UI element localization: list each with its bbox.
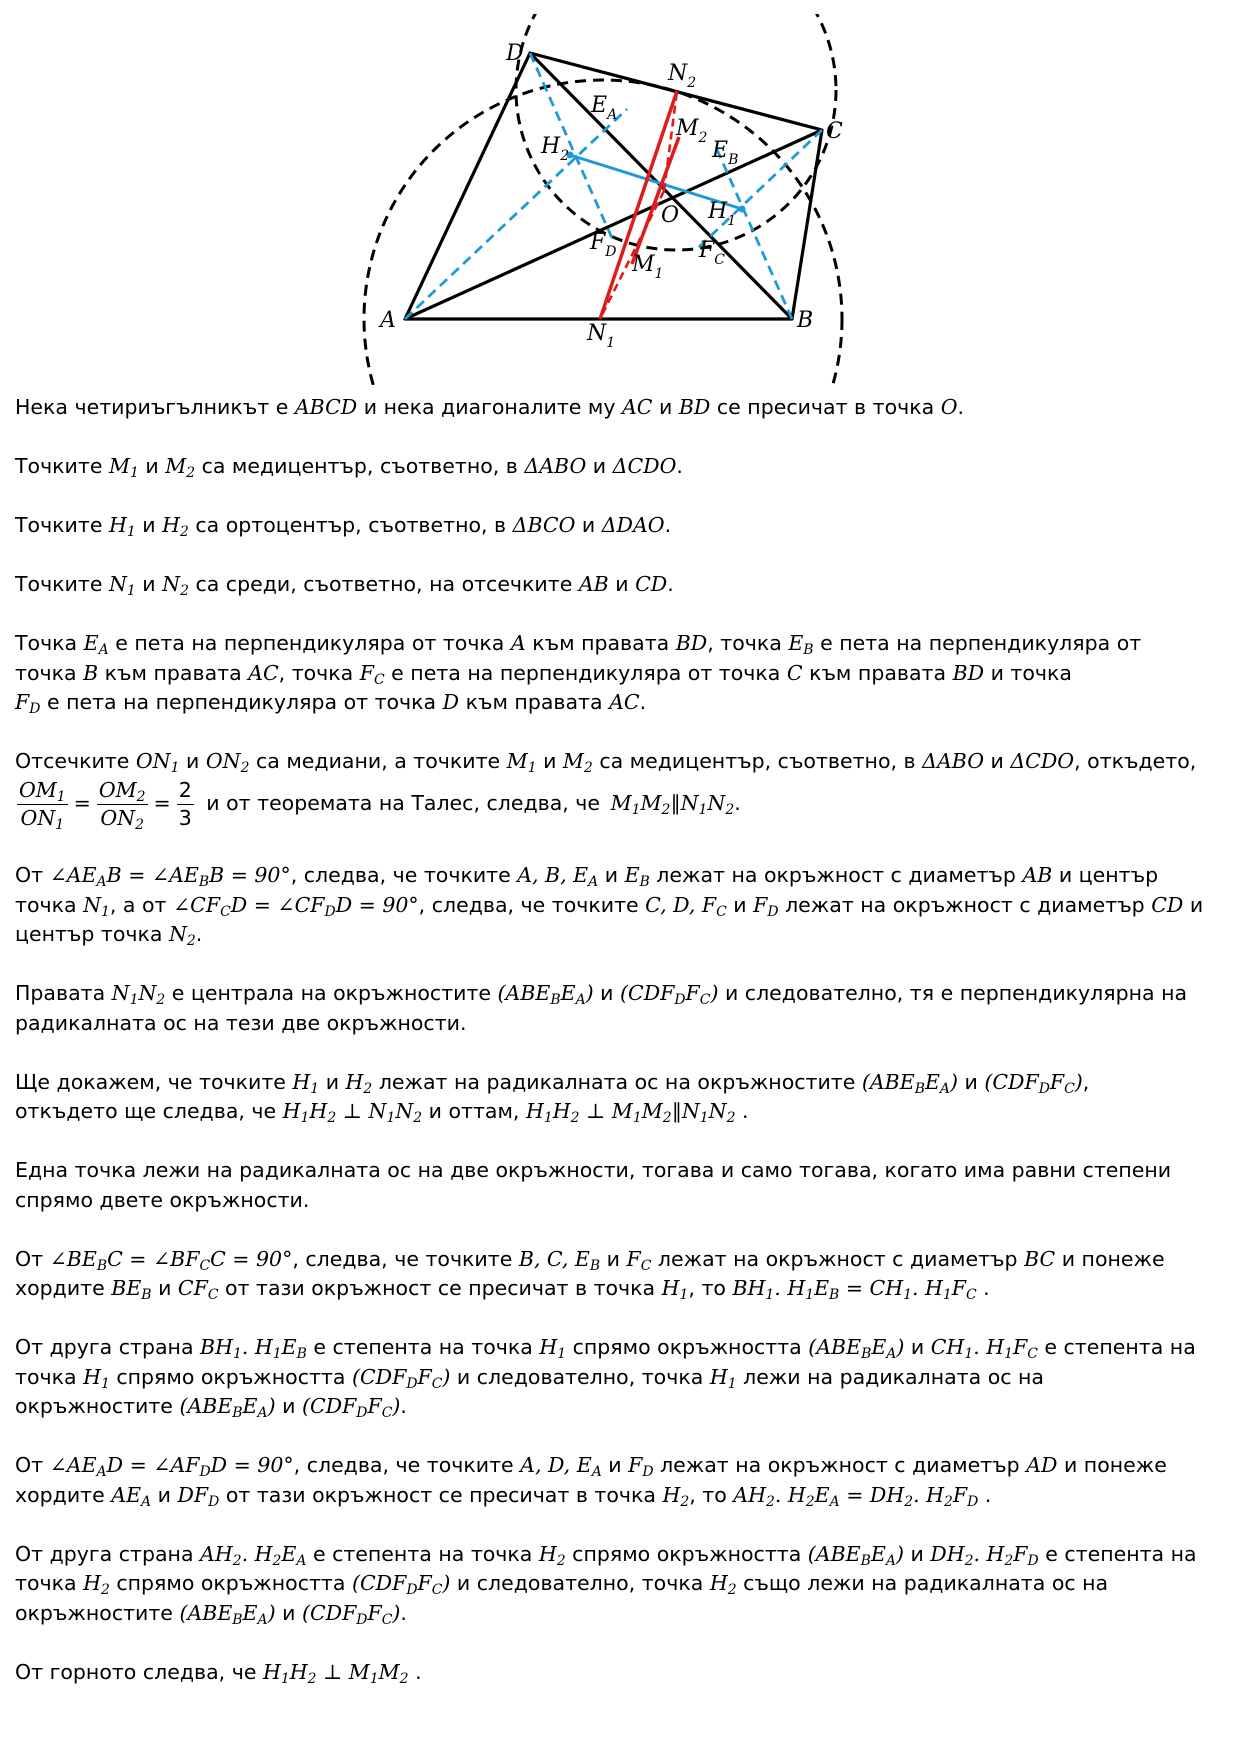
paragraph-1: Нека четириъгълникът е ABCD и нека диагоналите му AC и BD се пресичат в точка O.: [15, 395, 965, 419]
label-a: A: [380, 308, 396, 333]
point-h1-dot: [739, 206, 746, 213]
paragraph-14: От друга страна $AH_2$. $H_2E_A$ е степента на точка $H_2$ спрямо окръжността $(ABE_BE_A)$ и $DH_2$. $H_2F_D$ е степента на точка $H_2$ спрямо окръжността $(CDF_DF_C)$ и следователно, точка $H_2$ също лежи на радикалната ос на окръжностите $(ABE_BE_A)$ и $(CDF_DF_C)$.: [15, 1541, 1197, 1628]
label-m2: $M_2$: [676, 116, 708, 146]
label-h1: $H_1$: [708, 199, 737, 229]
fraction-om2-on2: $\frac{OM_2}{ON_2}$: [98, 777, 146, 833]
label-o: O: [661, 203, 680, 228]
label-b: B: [797, 308, 814, 333]
label-ea: $E_A$: [591, 93, 618, 123]
altitude-a-ea: [405, 109, 627, 319]
paragraph-2: Точките $M_1$ и $M_2$ са медицентър, съответно, в ΔABO и ΔCDO.: [15, 454, 683, 482]
paragraph-10: Една точка лежи на радикалната ос на две окръжности, тогава и само тогава, когато има равни степени спрямо двете окръжности.: [15, 1158, 1172, 1212]
paragraph-6: Отсечките $ON_1$ и $ON_2$ са медиани, а точките $M_1$ и $M_2$ са медицентър, съответно, в ΔABO и ΔCDO, откъдето, $\frac{OM_1}{ON_1}$ = $\frac{OM_2}{ON_2}$ = $\frac{2}{3}$ и от теоремата на Талес, следва, че $M_1M_2\parallel N_1N_2$.: [15, 749, 1197, 833]
fraction-om1-on1: $\frac{OM_1}{ON_1}$: [19, 777, 66, 833]
proof-text: [15, 393, 1225, 1717]
label-fc: $F_C$: [699, 238, 725, 268]
label-c: C: [826, 119, 843, 144]
paragraph-15: От горното следва, че $H_1H_2$ ⊥ $M_1M_2$ .: [15, 1659, 422, 1687]
label-n1: $N_1$: [587, 321, 616, 351]
label-h2: $H_2$: [541, 134, 570, 164]
label-n2: $N_2$: [668, 61, 697, 91]
label-m1: $M_1$: [632, 252, 664, 282]
paragraph-7: От $\angle AE_AB$ = $\angle AE_BB = 90^\circ$, следва, че точките A, B, $E_A$ и $E_B$ лежат на окръжност с диаметър AB и център точка $N_1$, а от $\angle CF_CD$ = $\angle CF_DD = 90^\circ$, следва, че точките C, D, $F_C$ и $F_D$ лежат на окръжност с диаметър CD и център точка $N_2$.: [15, 863, 1204, 950]
ratio-equation: $\frac{OM_1}{ON_1}$ = $\frac{OM_2}{ON_2}$ = $\frac{2}{3}$ и от теоремата на Талес, следва, че $M_1M_2\parallel N_1N_2$.: [19, 777, 741, 833]
paragraph-4: Точките $N_1$ и $N_2$ са среди, съответно, на отсечките AB и CD.: [15, 572, 674, 600]
label-fd: $F_D$: [590, 230, 617, 260]
paragraph-9: Ще докажем, че точките $H_1$ и $H_2$ лежат на радикалната ос на окръжностите $(ABE_BE_A)$ и $(CDF_DF_C)$, откъдето ще следва, че $H_1H_2$ ⊥ $N_1N_2$ и оттам, $H_1H_2$ ⊥ $M_1M_2\parallel N_1N_2$ .: [15, 1069, 1090, 1127]
label-d: D: [506, 41, 524, 66]
paragraph-13: От $\angle AE_AD$ = $\angle AF_DD = 90^\circ$, следва, че точките A, D, $E_A$ и $F_D$ лежат на окръжност с диаметър AD и понеже хордите $AE_A$ и $DF_D$ от тази окръжност се пресичат в точка $H_2$, то $AH_2$. $H_2E_A = DH_2$. $H_2F_D$ .: [15, 1453, 1167, 1510]
paragraph-5: Точка $E_A$ е пета на перпендикуляра от точка A към правата BD, точка $E_B$ е пета на перпендикуляра от точка B към правата AC, точка $F_C$ е пета на перпендикуляра от точка C към правата BD и точка $F_D$ е пета на перпендикуляра от точка D към правата AC.: [15, 631, 1142, 718]
label-eb: $E_B$: [712, 138, 739, 168]
paragraph-3: Точките $H_1$ и $H_2$ са ортоцентър, съответно, в ΔBCO и ΔDAO.: [15, 513, 672, 541]
fraction-two-thirds: $\frac{2}{3}$: [178, 777, 192, 830]
paragraph-8: Правата $N_1N_2$ е централа на окръжностите $(ABE_BE_A)$ и $(CDF_DF_C)$ и следователно, тя е перпендикулярна на радикалната ос на тези две окръжности.: [15, 981, 1188, 1035]
altitude-b-eb: [715, 145, 792, 319]
paragraph-11: От $\angle BE_BC$ = $\angle BF_CC = 90^\circ$, следва, че точките B, C, $E_B$ и $F_C$ лежат на окръжност с диаметър BC и понеже хордите $BE_B$ и $CF_C$ от тази окръжност се пресичат в точка $H_1$, то $BH_1$. $H_1E_B = CH_1$. $H_1F_C$ .: [15, 1246, 1165, 1304]
geometry-figure: [0, 0, 1240, 395]
paragraph-12: От друга страна $BH_1$. $H_1E_B$ е степента на точка $H_1$ спрямо окръжността $(ABE_BE_A)$ и $CH_1$. $H_1F_C$ е степента на точка $H_1$ спрямо окръжността $(CDF_DF_C)$ и следователно, точка $H_1$ лежи на радикалната ос на окръжностите $(ABE_BE_A)$ и $(CDF_DF_C)$.: [15, 1335, 1196, 1422]
